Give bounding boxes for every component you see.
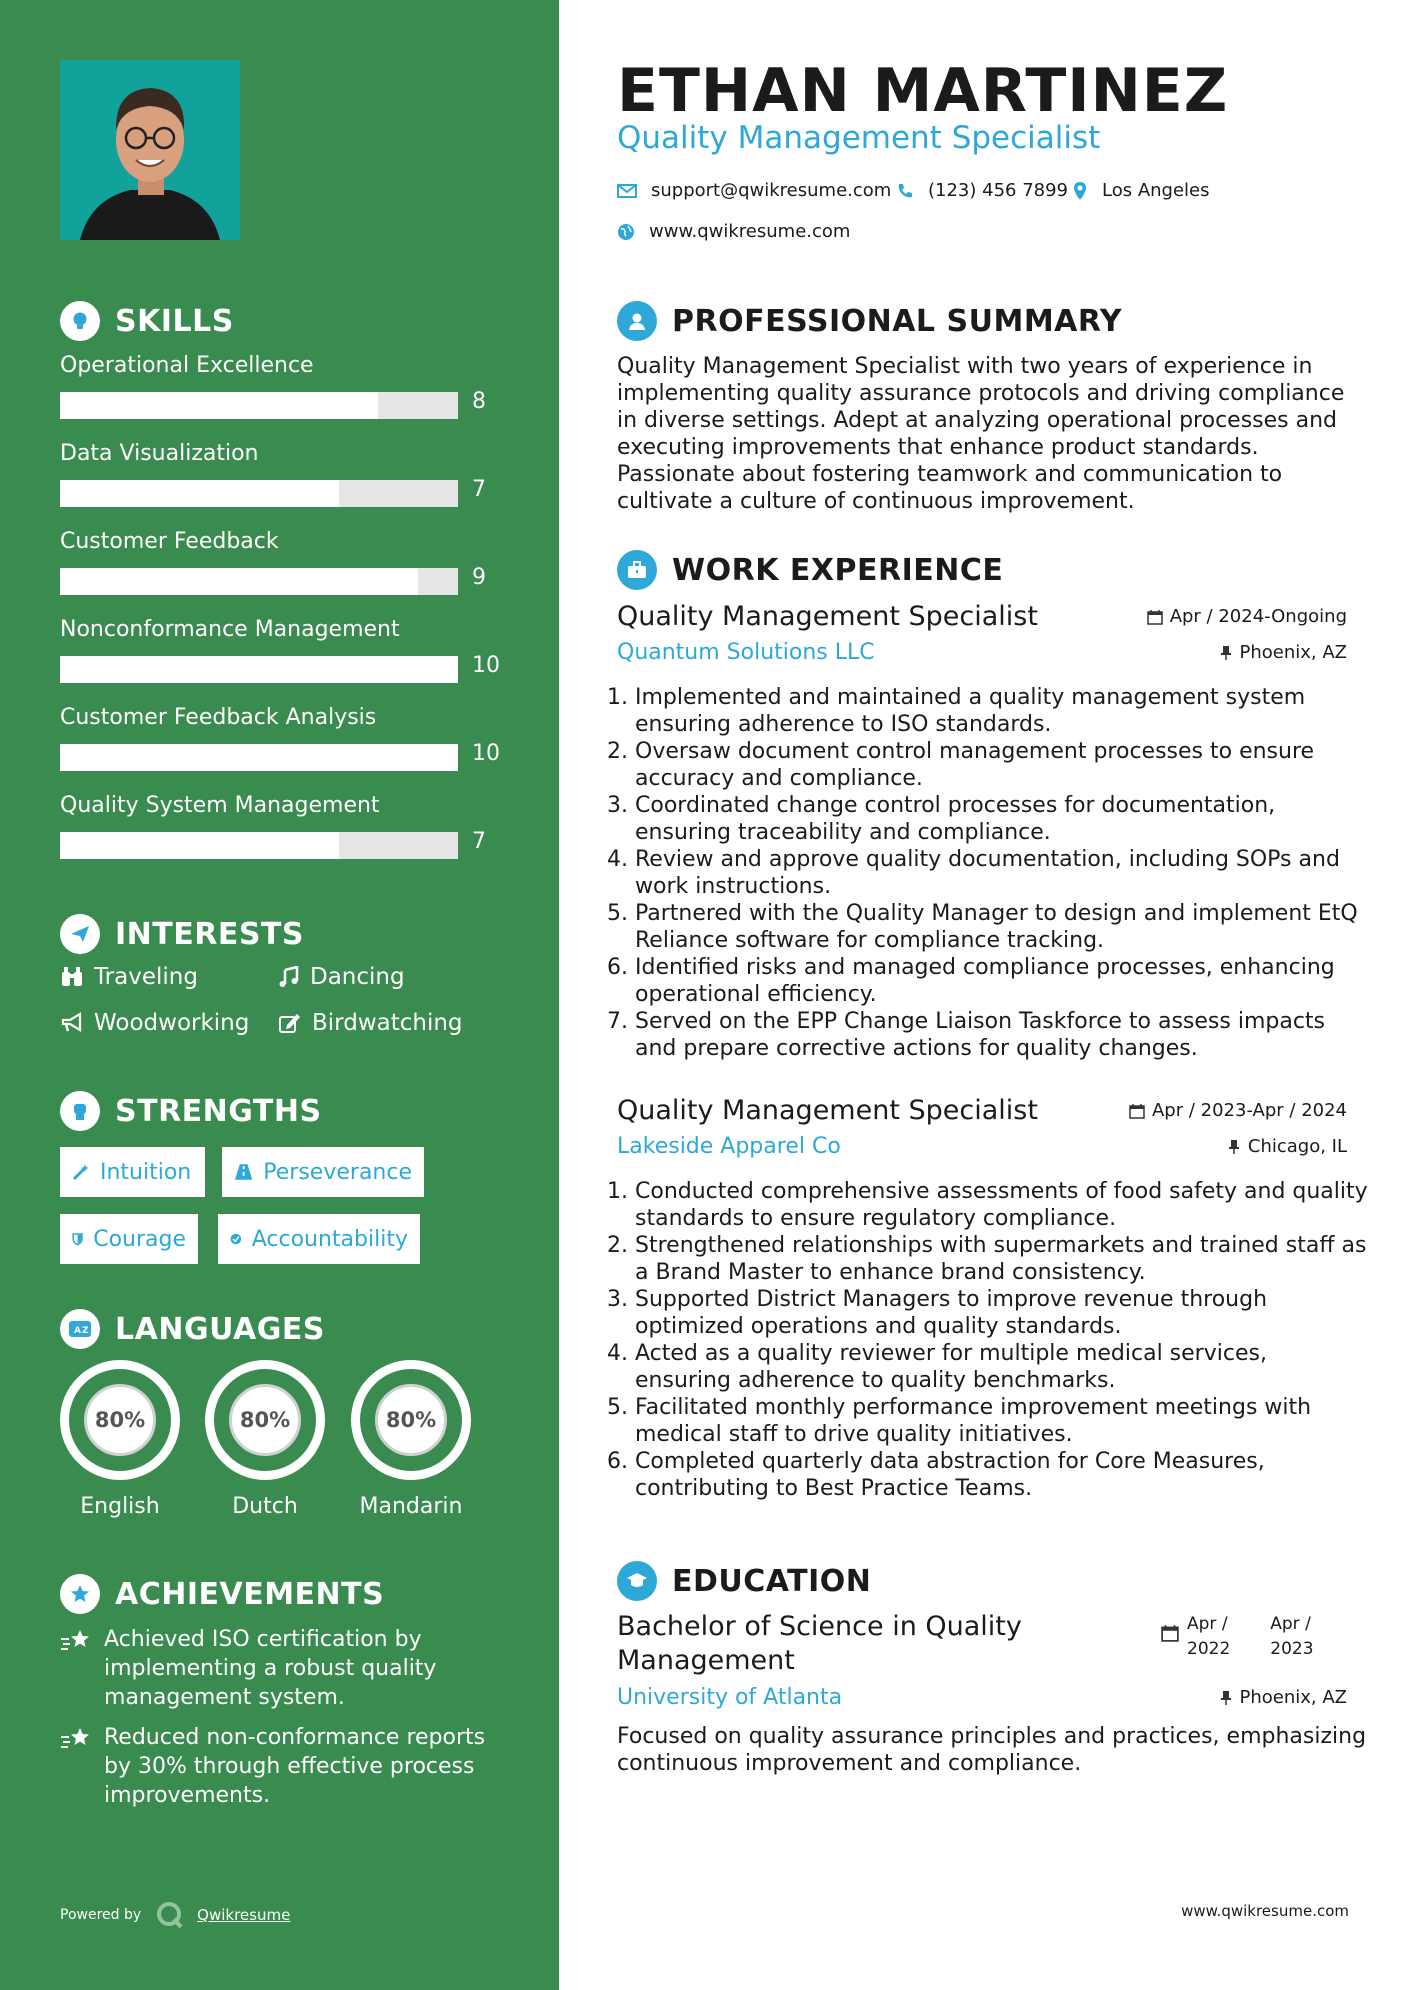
education-description: Focused on quality assurance principles and practices, emphasizing continuous improvement and compliance. [617, 1724, 1367, 1776]
skill-value: 10 [472, 653, 500, 678]
responsibility-item: 4. Review and approve quality documentation, including SOPs and work instructions. [635, 846, 1369, 900]
paper-plane-icon [60, 914, 100, 954]
music-note-icon [278, 966, 300, 988]
responsibility-item: 3. Supported District Managers to improve revenue through optimized operations and quality standards. [635, 1286, 1369, 1340]
achievements-header [60, 1574, 384, 1614]
phone-icon [896, 182, 914, 200]
interest-label: Birdwatching [312, 1010, 463, 1036]
skill-bar-fill [60, 392, 378, 419]
shooting-star-icon [60, 1725, 94, 1753]
job-dates [1129, 1100, 1347, 1121]
candidate-title: Quality Management Specialist [617, 120, 1101, 156]
education-location-text: Phoenix, AZ [1239, 1687, 1347, 1708]
skill-value: 9 [472, 565, 486, 590]
skill-label: Quality System Management [60, 793, 380, 818]
language-name: English [80, 1494, 160, 1519]
footer-website[interactable]: www.qwikresume.com [1181, 1902, 1349, 1920]
location-text: Los Angeles [1102, 180, 1210, 201]
powered-by [60, 1900, 290, 1930]
education-dates [1161, 1612, 1314, 1662]
responsibility-item: 1. Implemented and maintained a quality management system ensuring adherence to ISO standards. [635, 684, 1369, 738]
experience-heading: WORK EXPERIENCE [672, 552, 1004, 588]
interest-dancing [278, 964, 405, 990]
skill-label: Customer Feedback Analysis [60, 705, 377, 730]
sidebar [0, 0, 559, 1990]
job-1-subheader [617, 640, 1347, 665]
skills-heading: SKILLS [115, 303, 234, 339]
skill-bar [60, 392, 458, 419]
skill-value: 10 [472, 741, 500, 766]
profile-photo [60, 60, 240, 240]
strength-label: Perseverance [263, 1159, 412, 1185]
user-icon [617, 301, 657, 341]
language-percent: 80% [229, 1384, 301, 1456]
job-location [1219, 642, 1348, 663]
achievements-heading: ACHIEVEMENTS [115, 1576, 385, 1612]
strength-label: Courage [93, 1226, 186, 1252]
email-text: support@qwikresume.com [651, 180, 892, 201]
qwikresume-link[interactable]: Qwikresume [197, 1906, 291, 1924]
skill-bar [60, 744, 458, 771]
briefcase-icon [617, 550, 657, 590]
skill-bar-fill [60, 832, 339, 859]
skill-label: Data Visualization [60, 441, 259, 466]
interest-label: Traveling [94, 964, 198, 990]
edit-icon [278, 1012, 302, 1034]
job-title: Quality Management Specialist [617, 1095, 1038, 1126]
pushpin-icon [1219, 645, 1233, 661]
shield-icon [72, 1229, 83, 1249]
job-1-responsibilities [617, 684, 1369, 1062]
languages-heading: LANGUAGES [115, 1311, 325, 1347]
language-mandarin [351, 1360, 471, 1519]
main-content [559, 0, 1407, 1990]
strength-chip-intuition [60, 1147, 205, 1197]
svg-text:A: A [74, 1326, 81, 1336]
job-location-text: Chicago, IL [1247, 1136, 1347, 1157]
skills-header [60, 301, 234, 341]
language-percent: 80% [375, 1384, 447, 1456]
summary-text: Quality Management Specialist with two years of experience in implementing quality assurance protocols and driving compliance in diverse settings. Adept at analyzing operational processes and executing improvements that enhance product standards. Passionate about fostering teamwork and communication to cultivate a culture of continuous improvement. [617, 354, 1345, 514]
achievement-text: Achieved ISO certification by implementing a robust quality management system. [104, 1627, 437, 1710]
strengths-header [60, 1091, 322, 1131]
education-start-month: Apr / [1187, 1614, 1228, 1634]
contact-email[interactable] [617, 180, 891, 201]
job-2-responsibilities [617, 1178, 1369, 1502]
language-name: Dutch [232, 1494, 298, 1519]
responsibility-item: 5. Facilitated monthly performance improvement meetings with medical staff to drive quality initiatives. [635, 1394, 1369, 1448]
contact-phone[interactable] [896, 180, 1068, 201]
skill-bar-fill [60, 656, 458, 683]
education-location [1219, 1687, 1348, 1708]
languages-header [60, 1309, 325, 1349]
responsibility-item: 7. Served on the EPP Change Liaison Taskforce to assess impacts and prepare corrective actions for quality changes. [635, 1008, 1369, 1062]
skill-bar [60, 832, 458, 859]
graduation-cap-icon [617, 1561, 657, 1601]
skill-bar-fill [60, 568, 418, 595]
responsibility-item: 2. Oversaw document control management processes to ensure accuracy and compliance. [635, 738, 1369, 792]
qwikresume-logo-icon [155, 1900, 185, 1930]
responsibility-item: 1. Conducted comprehensive assessments of food safety and quality standards to ensure regulatory compliance. [635, 1178, 1369, 1232]
job-1-header [617, 601, 1347, 632]
summary-header [617, 301, 1122, 341]
globe-icon [617, 223, 635, 241]
achievement-item [60, 1723, 500, 1810]
magic-wand-icon [72, 1163, 90, 1181]
job-location-text: Phoenix, AZ [1239, 642, 1347, 663]
skill-value: 7 [472, 829, 486, 854]
education-start-year: 2022 [1187, 1639, 1231, 1659]
skill-value: 8 [472, 389, 486, 414]
responsibility-item: 5. Partnered with the Quality Manager to design and implement EtQ Reliance software for compliance tracking. [635, 900, 1369, 954]
skill-bar-fill [60, 480, 339, 507]
skill-label: Operational Excellence [60, 353, 314, 378]
responsibility-item: 3. Coordinated change control processes for documentation, ensuring traceability and compliance. [635, 792, 1369, 846]
strengths-heading: STRENGTHS [115, 1093, 322, 1129]
skill-value: 7 [472, 477, 486, 502]
company-name: Quantum Solutions LLC [617, 640, 875, 665]
language-percent: 80% [84, 1384, 156, 1456]
education-end-month: Apr / [1270, 1614, 1311, 1634]
skill-bar-fill [60, 744, 458, 771]
lightbulb-icon [60, 301, 100, 341]
road-icon [234, 1163, 253, 1181]
interest-label: Woodworking [94, 1010, 250, 1036]
candidate-name: ETHAN MARTINEZ [617, 56, 1229, 126]
check-circle-icon [230, 1229, 242, 1249]
megaphone-icon [60, 1012, 84, 1034]
skill-label: Nonconformance Management [60, 617, 400, 642]
language-english [60, 1360, 180, 1519]
interests-header [60, 914, 304, 954]
degree-title: Bachelor of Science in Quality Management [617, 1611, 1022, 1676]
calendar-icon [1147, 609, 1163, 625]
company-name: Lakeside Apparel Co [617, 1134, 841, 1159]
strength-chip-perseverance [222, 1147, 424, 1197]
shooting-star-icon [60, 1627, 94, 1655]
calendar-icon [1129, 1103, 1145, 1119]
raised-fist-icon [60, 1091, 100, 1131]
website-text: www.qwikresume.com [649, 221, 851, 242]
achievement-item [60, 1625, 500, 1712]
strength-label: Intuition [100, 1159, 192, 1185]
responsibility-item: 4. Acted as a quality reviewer for multiple medical services, ensuring adherence to quality benchmarks. [635, 1340, 1369, 1394]
language-name: Mandarin [359, 1494, 463, 1519]
svg-text:Z: Z [82, 1326, 89, 1336]
contact-location [1072, 180, 1210, 201]
phone-text: (123) 456 7899 [928, 180, 1069, 201]
binoculars-icon [60, 966, 84, 988]
achievement-text: Reduced non-conformance reports by 30% through effective process improvements. [104, 1725, 486, 1808]
powered-by-label: Powered by [60, 1907, 142, 1923]
summary-heading: PROFESSIONAL SUMMARY [672, 303, 1123, 339]
strength-chip-courage [60, 1214, 198, 1264]
education-header [617, 1561, 871, 1601]
envelope-icon [617, 183, 637, 199]
responsibility-item: 6. Identified risks and managed compliance processes, enhancing operational efficiency. [635, 954, 1369, 1008]
education-end-year: 2023 [1270, 1639, 1314, 1659]
education-subheader [617, 1685, 1347, 1710]
responsibility-item: 6. Completed quarterly data abstraction for Core Measures, contributing to Best Practice Teams. [635, 1448, 1369, 1502]
job-location [1227, 1136, 1347, 1157]
job-dates [1147, 606, 1347, 627]
interest-label: Dancing [310, 964, 405, 990]
job-dates-text: Apr / 2023-Apr / 2024 [1151, 1100, 1347, 1121]
skill-bar [60, 480, 458, 507]
calendar-icon [1161, 1624, 1179, 1642]
skill-label: Customer Feedback [60, 529, 279, 554]
interests-heading: INTERESTS [115, 916, 304, 952]
map-pin-icon [1072, 181, 1088, 201]
job-dates-text: Apr / 2024-Ongoing [1169, 606, 1347, 627]
skill-bar [60, 656, 458, 683]
interest-woodworking [60, 1010, 249, 1036]
star-badge-icon [60, 1574, 100, 1614]
language-dutch [205, 1360, 325, 1519]
language-icon [60, 1309, 100, 1349]
interest-birdwatching [278, 1010, 463, 1036]
interest-traveling [60, 964, 198, 990]
job-title: Quality Management Specialist [617, 601, 1038, 632]
education-heading: EDUCATION [672, 1563, 872, 1599]
job-2-header [617, 1095, 1347, 1126]
responsibility-item: 2. Strengthened relationships with supermarkets and trained staff as a Brand Master to enhance brand consistency. [635, 1232, 1369, 1286]
pushpin-icon [1227, 1139, 1241, 1155]
experience-header [617, 550, 1003, 590]
school-name: University of Atlanta [617, 1685, 843, 1710]
job-2-subheader [617, 1134, 1347, 1159]
strength-chip-accountability [218, 1214, 420, 1264]
strength-label: Accountability [251, 1226, 408, 1252]
pushpin-icon [1219, 1690, 1233, 1706]
contact-website[interactable] [617, 221, 850, 242]
skill-bar [60, 568, 458, 595]
